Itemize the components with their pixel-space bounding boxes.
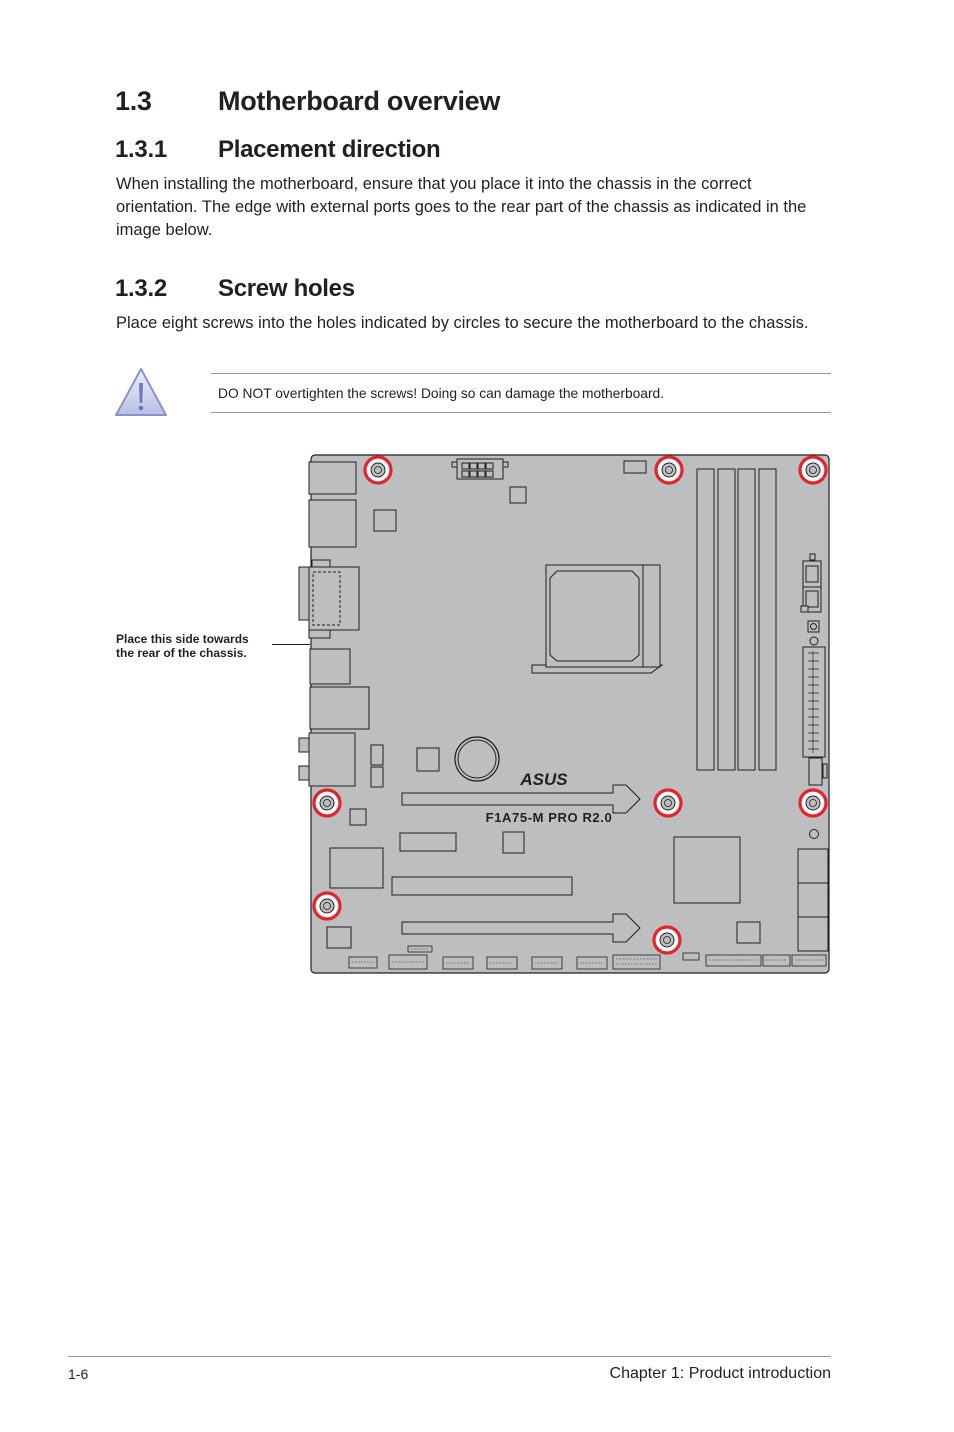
footer-rule [68, 1356, 831, 1357]
model-name: F1A75-M PRO R2.0 [485, 810, 613, 825]
subsection-number: 1.3.2 [115, 275, 167, 302]
screw-hole [656, 457, 682, 483]
page-number: 1-6 [68, 1366, 89, 1382]
asus-logo [519, 770, 568, 789]
subsection-number: 1.3.1 [115, 136, 167, 163]
warning-triangle-icon [113, 366, 169, 418]
asus-logo-text: ASUS [520, 770, 568, 789]
screw-hole [654, 927, 680, 953]
section-title: Motherboard overview [218, 86, 501, 116]
section-number: 1.3 [115, 86, 152, 116]
screw-hole [800, 790, 826, 816]
subsection-title: Screw holes [218, 275, 355, 302]
screw-hole [800, 457, 826, 483]
subsection-heading-screw-holes [115, 275, 355, 303]
chapter-label: Chapter 1: Product introduction [609, 1365, 831, 1382]
screw-holes-paragraph: Place eight screws into the holes indicated by circles to secure the motherboard to the chassis. [116, 314, 809, 332]
screw-hole [314, 790, 340, 816]
section-heading [115, 86, 500, 117]
screw-hole [314, 893, 340, 919]
callout-line-1: Place this side towards [116, 632, 249, 646]
rear-side-callout [116, 632, 249, 660]
subsection-heading-placement [115, 136, 440, 164]
placement-paragraph: When installing the motherboard, ensure that you place it into the chassis in the correct orientation. The edge with external ports goes to the rear part of the chassis as indicated in the image below. [116, 175, 807, 239]
cpu-socket [532, 565, 662, 673]
screw-hole [655, 790, 681, 816]
motherboard-diagram [296, 448, 836, 978]
subsection-title: Placement direction [218, 136, 441, 163]
callout-line-2: the rear of the chassis. [116, 646, 247, 660]
note-bottom-rule [211, 412, 831, 413]
atx-12v-connector [452, 459, 508, 479]
note-top-rule [211, 373, 831, 374]
battery [455, 737, 499, 781]
screw-hole [365, 457, 391, 483]
note-text: DO NOT overtighten the screws! Doing so can damage the motherboard. [218, 386, 665, 401]
